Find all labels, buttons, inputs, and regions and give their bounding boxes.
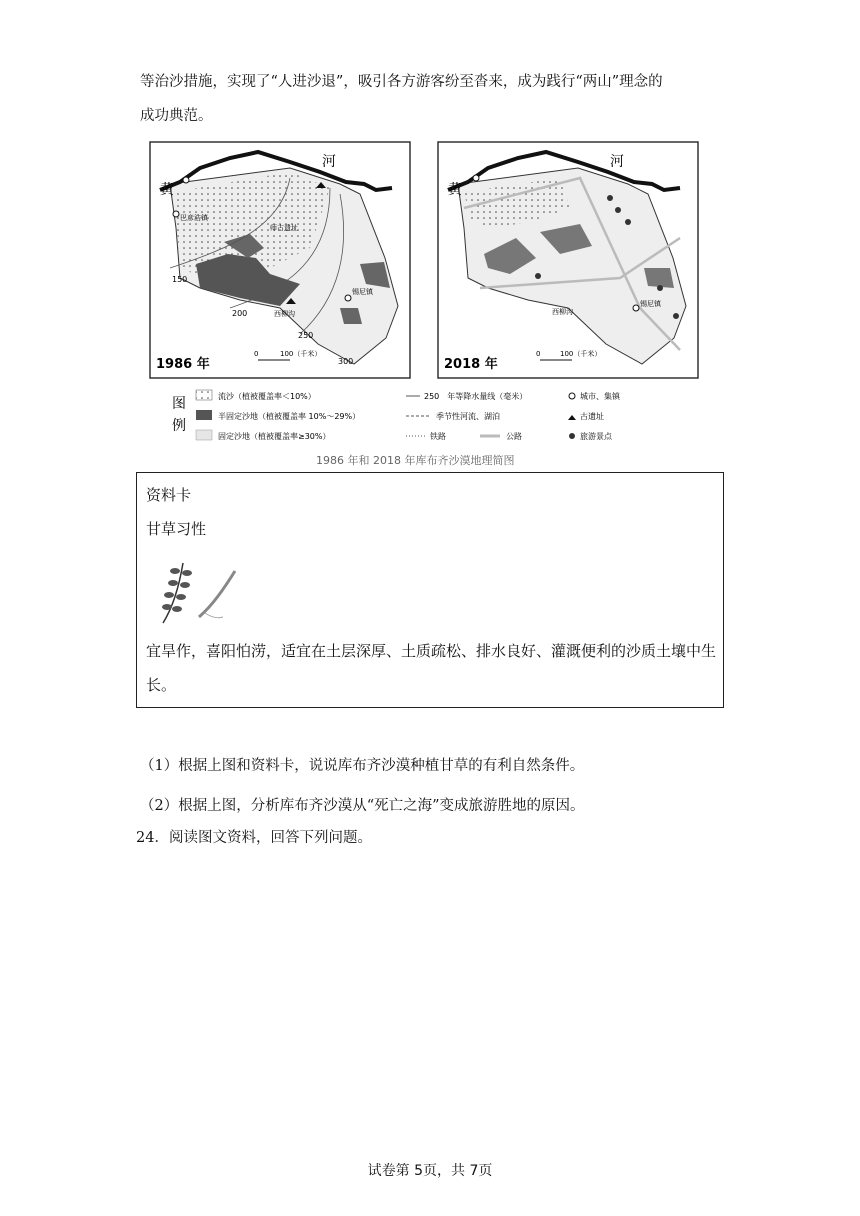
info-card bbox=[136, 472, 724, 708]
map-legend bbox=[172, 390, 621, 441]
map-1986 bbox=[150, 142, 410, 378]
map2-place-xiehe: 西柳沟 bbox=[552, 308, 573, 316]
card-body-line-1: 宜旱作，喜阳怕涝，适宜在土层深厚、土质疏松、排水良好、灌溉便利的沙质土壤中生 bbox=[146, 642, 717, 660]
map2-river-he: 河 bbox=[610, 154, 624, 170]
question-2: （2）根据上图，分析库布齐沙漠从“死亡之海”变成旅游胜地的原因。 bbox=[140, 798, 585, 814]
figure-caption: 1986 年和 2018 年库布齐沙漠地理简图 bbox=[316, 454, 515, 467]
map1-place-bayan: 巴彦浩镇 bbox=[180, 214, 208, 222]
intro-line-2: 成功典范。 bbox=[140, 108, 213, 124]
map1-isohyet-200: 200 bbox=[232, 309, 248, 318]
map1-year: 1986 年 bbox=[156, 357, 210, 372]
legend-scenic: 旅游景点 bbox=[580, 432, 612, 441]
card-subtitle: 甘草习性 bbox=[146, 520, 207, 538]
map2-year: 2018 年 bbox=[444, 357, 498, 372]
legend-title-bottom: 例 bbox=[172, 418, 186, 434]
map2-scale: 100（千米） bbox=[560, 350, 602, 358]
page-footer: 试卷第 5页，共 7页 bbox=[367, 1163, 493, 1179]
legend-ruins: 古遗址 bbox=[580, 412, 604, 421]
map1-scale: 100（千米） bbox=[280, 350, 322, 358]
map1-place-yaozhi: 锡尼镇 bbox=[352, 288, 373, 296]
legend-semi-fixed: 半固定沙地（植被覆盖率 10%～29%） bbox=[218, 412, 361, 421]
legend-title-top: 图 bbox=[172, 396, 186, 412]
card-title: 资料卡 bbox=[146, 486, 192, 504]
licorice-plant-illustration bbox=[153, 557, 243, 627]
desert-map-figure bbox=[140, 138, 732, 472]
map1-scale-zero: 0 bbox=[254, 350, 259, 358]
map2-scale-zero: 0 bbox=[536, 350, 541, 358]
question-1: （1）根据上图和资料卡，说说库布齐沙漠种植甘草的有利自然条件。 bbox=[140, 758, 585, 774]
card-body-line-2: 长。 bbox=[146, 676, 177, 694]
map-2018 bbox=[438, 142, 698, 378]
legend-road: 公路 bbox=[506, 432, 522, 441]
map1-place-site: 师古遗址 bbox=[270, 224, 298, 232]
map1-isohyet-250: 250 bbox=[298, 331, 314, 340]
map1-river-he: 河 bbox=[322, 154, 336, 170]
map1-isohyet-150: 150 bbox=[172, 275, 188, 284]
map1-place-xiehe: 西柳沟 bbox=[274, 310, 295, 318]
map2-river-huang: 黄 bbox=[448, 182, 462, 198]
legend-fixed: 固定沙地（植被覆盖率≥30%） bbox=[218, 432, 331, 441]
legend-isohyet: 250 年等降水量线（毫米） bbox=[424, 392, 528, 401]
legend-flow-sand: 流沙（植被覆盖率＜10%） bbox=[218, 392, 316, 401]
legend-railway: 铁路 bbox=[430, 432, 446, 441]
map1-river-huang: 黄 bbox=[160, 182, 174, 198]
intro-line-1: 等治沙措施，实现了“人进沙退”，吸引各方游客纷至沓来，成为践行“两山”理念的 bbox=[140, 74, 663, 90]
map2-place-yaozhi: 锡尼镇 bbox=[640, 300, 661, 308]
legend-city: 城市、集镇 bbox=[580, 392, 620, 401]
legend-seasonal: 季节性河流、湖泊 bbox=[436, 412, 500, 421]
question-24: 24．阅读图文资料，回答下列问题。 bbox=[136, 830, 372, 846]
map1-isohyet-300: 300 bbox=[338, 357, 354, 366]
